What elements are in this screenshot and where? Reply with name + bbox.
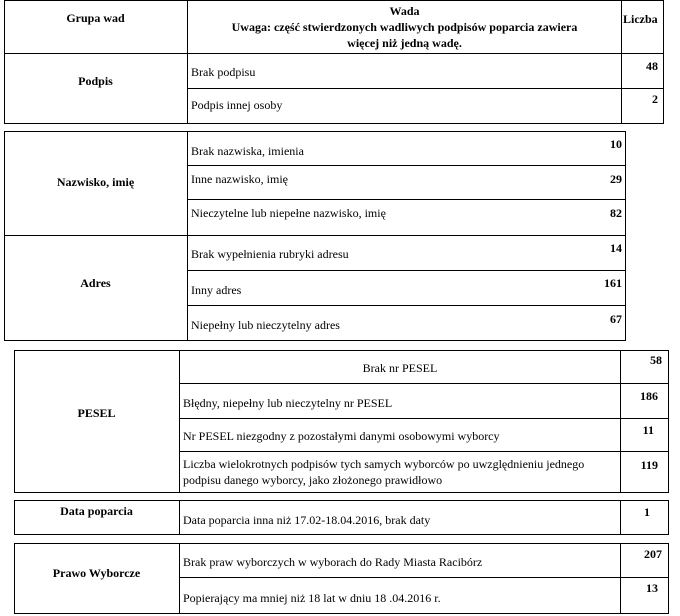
count-brak-praw: 207 bbox=[644, 547, 662, 561]
defect-pesel-niezgodny: Nr PESEL niezgodny z pozostałymi danymi osobowymi wyborcy bbox=[183, 429, 500, 443]
count-brak-pesel: 58 bbox=[650, 353, 662, 367]
header-note-line1: Uwaga: część stwierdzonych wadliwych podpisów poparcia zawiera bbox=[231, 20, 578, 34]
defect-nieczytelne-nazwisko: Nieczytelne lub niepełne nazwisko, imię bbox=[191, 206, 386, 220]
group-name-prawo: Prawo Wyborcze bbox=[52, 566, 141, 580]
count-pesel-niezgodny: 11 bbox=[642, 423, 654, 437]
group-name-adres: Adres bbox=[80, 276, 111, 290]
count-nieczytelne-nazwisko: 82 bbox=[610, 206, 622, 220]
count-wielokrotne: 119 bbox=[640, 458, 658, 472]
group-name-podpis: Podpis bbox=[78, 74, 113, 88]
count-brak-podpisu: 48 bbox=[646, 59, 658, 73]
header-group-label: Grupa wad bbox=[66, 11, 125, 25]
defect-niepelny-adres: Niepełny lub nieczytelny adres bbox=[191, 318, 340, 332]
count-data-poparcia: 1 bbox=[644, 505, 650, 519]
defect-inny-adres: Inny adres bbox=[191, 283, 242, 297]
defect-podpis-innej-osoby: Podpis innej osoby bbox=[191, 98, 283, 112]
group-name-data: Data poparcia bbox=[60, 504, 133, 518]
count-ponizej-18: 13 bbox=[646, 581, 658, 595]
group-name-pesel: PESEL bbox=[77, 406, 116, 420]
defect-data-poparcia: Data poparcia inna niż 17.02-18.04.2016, brak daty bbox=[183, 513, 431, 527]
defect-ponizej-18: Popierający ma mniej niż 18 lat w dniu 18 .04.2016 r. bbox=[183, 591, 441, 605]
defect-wielokrotne-line2: podpisu danego wyborcy, jako złożonego prawidłowo bbox=[183, 473, 443, 487]
count-niepelny-adres: 67 bbox=[610, 312, 622, 326]
defect-wielokrotne-line1: Liczba wielokrotnych podpisów tych samych wyborców po uwzględnieniu jednego bbox=[183, 457, 585, 471]
header-note-line2: więcej niż jedną wadę. bbox=[347, 36, 462, 50]
defect-brak-podpisu: Brak podpisu bbox=[191, 65, 256, 79]
count-inne-nazwisko: 29 bbox=[610, 172, 622, 186]
defect-brak-adresu: Brak wypełnienia rubryki adresu bbox=[191, 247, 349, 261]
count-bledny-pesel: 186 bbox=[640, 389, 658, 403]
group-name-nazwisko: Nazwisko, imię bbox=[56, 175, 135, 189]
header-defect-label: Wada bbox=[389, 4, 420, 18]
defect-inne-nazwisko: Inne nazwisko, imię bbox=[191, 172, 288, 186]
defect-brak-nazwiska: Brak nazwiska, imienia bbox=[191, 144, 304, 158]
count-inny-adres: 161 bbox=[604, 276, 622, 290]
defect-brak-praw: Brak praw wyborczych w wyborach do Rady Miasta Racibórz bbox=[183, 555, 483, 569]
count-podpis-innej-osoby: 2 bbox=[652, 92, 658, 106]
count-brak-nazwiska: 10 bbox=[610, 137, 622, 151]
header-count-label: Liczba bbox=[623, 12, 658, 26]
defect-brak-pesel: Brak nr PESEL bbox=[362, 361, 438, 375]
count-brak-adresu: 14 bbox=[610, 241, 622, 255]
defect-bledny-pesel: Błędny, niepełny lub nieczytelny nr PESEL bbox=[183, 396, 393, 410]
